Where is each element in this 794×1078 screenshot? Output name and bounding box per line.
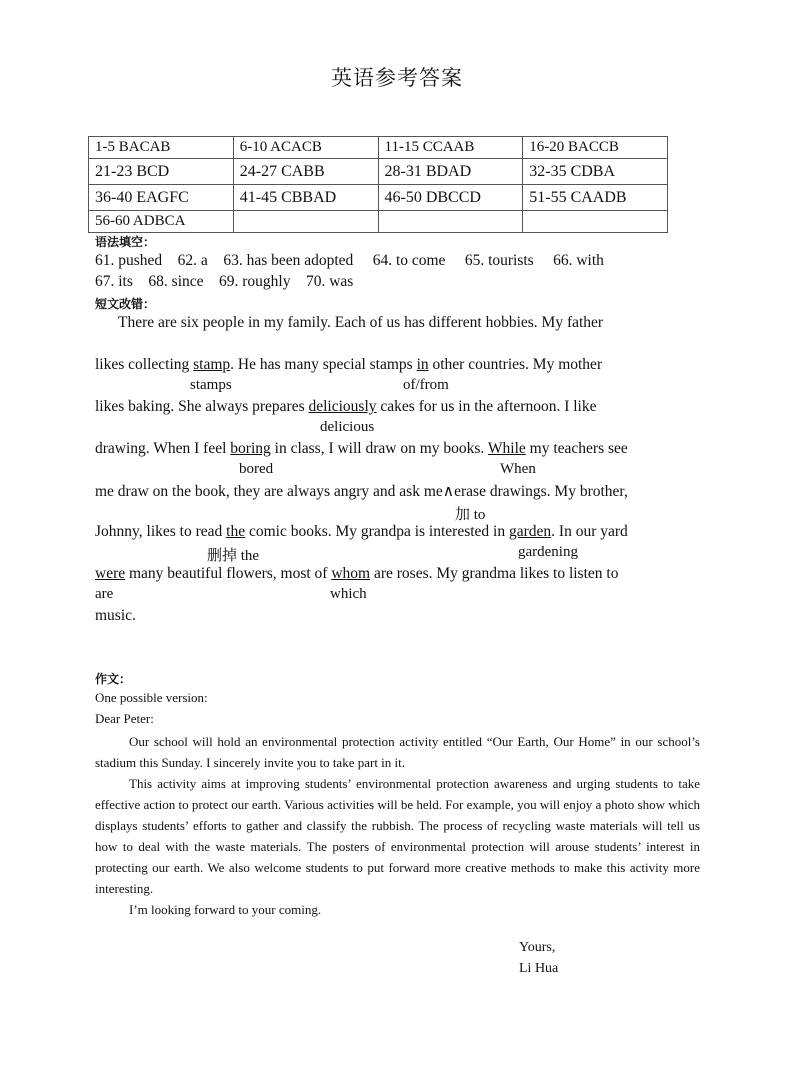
correction-fix: When <box>500 461 536 477</box>
grammar-item: 63. has been adopted <box>223 252 354 269</box>
table-cell <box>523 211 668 233</box>
table-row <box>89 211 668 233</box>
table-row <box>89 159 668 185</box>
table-cell: 24-27 CABB <box>233 159 378 185</box>
correction-fix: stamps <box>190 377 232 393</box>
correction-line: drawing. When I feel boring in class, I will draw on my books. While my teachers see <box>95 440 628 457</box>
correction-line: were many beautiful flowers, most of whom are roses. My grandma likes to listen to <box>95 565 619 582</box>
error-word: deliciously <box>308 398 377 415</box>
error-word: stamp <box>193 356 231 373</box>
table-cell: 6-10 ACACB <box>233 137 378 159</box>
grammar-line-2 <box>95 273 353 291</box>
table-cell <box>233 211 378 233</box>
writing-greeting: Dear Peter: <box>95 711 154 726</box>
table-cell: 11-15 CCAAB <box>378 137 523 159</box>
correction-line: Johnny, likes to read the comic books. My grandpa is interested in garden. In our yard <box>95 523 628 540</box>
table-cell: 21-23 BCD <box>89 159 234 185</box>
error-word: boring <box>230 440 271 457</box>
grammar-item: 67. its <box>95 273 133 290</box>
correction-fix: 删掉 the <box>207 548 260 564</box>
grammar-line-1 <box>95 252 604 270</box>
page-title: 英语参考答案 <box>331 66 463 90</box>
table-cell: 16-20 BACCB <box>523 137 668 159</box>
table-row <box>89 185 668 211</box>
essay-paragraph: Our school will hold an environmental protection activity entitled “Our Earth, Our Home” in our school’s stadium this Sunday. I sincerely invite you to take part in it. <box>95 734 700 770</box>
table-row <box>89 137 668 159</box>
insert-caret-icon: ∧ <box>442 483 455 500</box>
essay-body <box>95 731 700 920</box>
essay-paragraph: I’m looking forward to your coming. <box>129 902 322 917</box>
table-cell: 1-5 BACAB <box>89 137 234 159</box>
correction-line: music. <box>95 607 136 624</box>
correction-line: likes baking. She always prepares deliciously cakes for us in the afternoon. I like <box>95 398 597 415</box>
table-cell: 46-50 DBCCD <box>378 185 523 211</box>
table-cell: 32-35 CDBA <box>523 159 668 185</box>
writing-label: 作文： <box>95 672 132 686</box>
correction-fix: which <box>330 586 367 602</box>
grammar-item: 61. pushed <box>95 252 163 269</box>
grammar-item: 66. with <box>553 252 604 269</box>
correction-label: 短文改错： <box>95 297 156 311</box>
error-word: in <box>416 356 429 373</box>
grammar-item: 70. was <box>305 273 354 290</box>
error-word: While <box>487 440 526 457</box>
correction-fix: of/from <box>403 377 449 393</box>
grammar-item: 69. roughly <box>219 273 291 290</box>
grammar-item: 65. tourists <box>464 252 534 269</box>
table-cell: 41-45 CBBAD <box>233 185 378 211</box>
answer-table <box>88 136 668 233</box>
grammar-item: 68. since <box>148 273 204 290</box>
error-word: garden <box>508 523 552 540</box>
grammar-item: 62. a <box>177 252 208 269</box>
error-word: the <box>226 523 246 540</box>
correction-fix: bored <box>239 461 274 477</box>
table-cell: 51-55 CAADB <box>523 185 668 211</box>
correction-line: me draw on the book, they are always angry and ask me∧erase drawings. My brother, <box>95 483 628 500</box>
grammar-label: 语法填空： <box>95 235 156 249</box>
table-cell <box>378 211 523 233</box>
correction-fix: delicious <box>320 419 375 435</box>
correction-line: likes collecting stamp. He has many special stamps in other countries. My mother <box>95 356 603 373</box>
letter-closing: Yours, <box>519 940 556 955</box>
essay-paragraph: This activity aims at improving students’ environmental protection awareness and urging students to take effective action to protect our earth. Various activities will be held. For example, you will enjoy a photo show which displays students’ efforts to gather and classify the rubbish. The process of recycling waste materials will tell us how to deal with the waste materials. The posters of environmental protection will arouse students’ interest in protecting our earth. We also welcome students to put forward more creative methods to make this activity more interesting. <box>95 776 700 896</box>
table-cell: 36-40 EAGFC <box>89 185 234 211</box>
correction-line: There are six people in my family. Each of us has different hobbies. My father <box>118 314 604 331</box>
table-cell: 56-60 ADBCA <box>89 211 234 233</box>
table-cell: 28-31 BDAD <box>378 159 523 185</box>
grammar-item: 64. to come <box>372 252 446 269</box>
correction-fix: are <box>95 586 114 602</box>
correction-fix: 加 to <box>455 507 486 523</box>
letter-signature: Li Hua <box>519 961 559 976</box>
error-word: whom <box>331 565 371 582</box>
correction-fix: gardening <box>518 544 578 560</box>
error-word: were <box>95 565 126 582</box>
writing-intro: One possible version: <box>95 690 208 705</box>
